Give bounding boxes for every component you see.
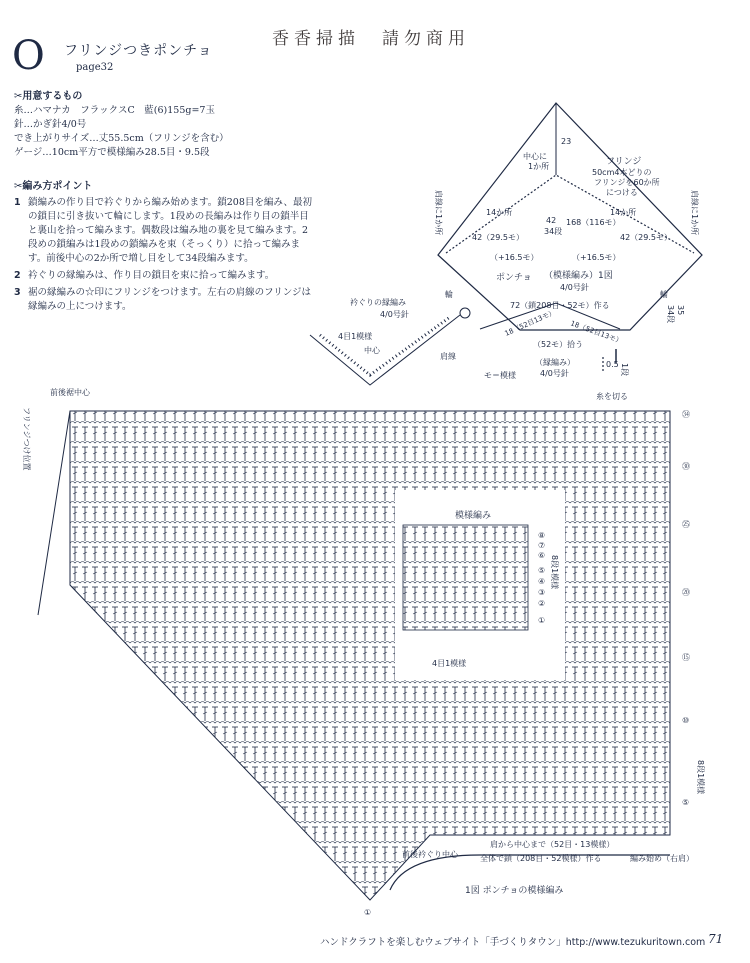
point-item: 1 鎖編みの作り目で衿ぐりから編み始めます。鎖208目を編み、最初の鎖目に引き抜いて輪にします。1段めの長編みは作り目の鎖半目と裏山を拾って編みます。偶数段は編み地の裏を見て編みます。2段めの鎖編みは1段めの鎖編みを束（そっくり）に拾って編みます。前後中心の2か所で増し目をして34段編みます。 bbox=[14, 197, 312, 264]
materials-needle: 針…かぎ針4/0号 bbox=[14, 119, 87, 130]
page-reference: page32 bbox=[76, 62, 114, 73]
neck-dim-left: 18（52目13モ） bbox=[503, 308, 557, 338]
front-back-center-label: 前後裾中心 bbox=[50, 388, 90, 397]
big-row-number: ㉞ bbox=[682, 410, 690, 419]
pattern-title: 模様編み bbox=[455, 511, 492, 521]
fringe-count-right: 14か所 bbox=[610, 208, 637, 217]
height-dim: 42 bbox=[546, 216, 557, 225]
big-row-number: ⑩ bbox=[682, 716, 690, 725]
big-row-number: ⑤ bbox=[682, 798, 690, 807]
point-item: 3 裾の縁編みの☆印にフリンジをつけます。左右の肩線のフリンジは縁編みの上につけます。 bbox=[14, 287, 312, 312]
footer-site: ハンドクラフトを楽しむウェブサイト「手づくりタウン」http://www.tezukuritown.com bbox=[320, 937, 706, 948]
pattern-rows-b: 8段1模様 bbox=[696, 760, 705, 795]
points-heading: ✂編み方ポイント bbox=[14, 181, 93, 192]
neck-repeat: 4目1模様 bbox=[338, 332, 373, 341]
pick-up-label: （52モ）拾う bbox=[533, 340, 584, 349]
dim-23: 23 bbox=[561, 137, 572, 146]
row-number: ⑧ bbox=[538, 531, 546, 540]
side-dim-left: 42（29.5モ） bbox=[472, 233, 524, 242]
neck-edging-title: 衿ぐりの縁編み bbox=[350, 298, 406, 307]
total-chain-label: 全体で鎖（208目・52模様）作る bbox=[480, 854, 602, 863]
edge-label: （縁編み） bbox=[535, 358, 575, 367]
dim-35: 35 bbox=[676, 305, 685, 316]
pattern-repeat: 4目1模様 bbox=[432, 659, 467, 668]
shoulder-label-left: 肩線に1か所 bbox=[434, 190, 443, 236]
row-number: ⑤ bbox=[538, 566, 546, 575]
mo-legend: モ＝模様 bbox=[484, 371, 516, 380]
row-number: ② bbox=[538, 599, 546, 608]
big-row-number: ⑮ bbox=[682, 653, 690, 662]
big-row-number: ㉚ bbox=[682, 462, 690, 471]
neck-center: 中心 bbox=[364, 346, 380, 355]
fringe-desc-1: 50cm4本どりの bbox=[592, 168, 652, 177]
neck-edging-diagram bbox=[300, 295, 475, 395]
neck-edge-line bbox=[310, 315, 460, 385]
chain-label: 72（鎖208目・52モ）作る bbox=[510, 301, 610, 310]
pattern-label: （模様編み）1図 bbox=[544, 271, 613, 281]
pattern-rows-a: 8段1模様 bbox=[550, 555, 559, 590]
poncho-label: ポンチョ bbox=[496, 273, 532, 283]
section-letter: O bbox=[12, 33, 45, 79]
dim-1-row: 1段 bbox=[620, 363, 629, 377]
shoulder-to-center-label: 肩から中心まで（52目・13模様） bbox=[490, 840, 615, 849]
front-neck-center-label: 前後衿ぐり中心 bbox=[402, 850, 458, 859]
ring-label-left: 輪 bbox=[445, 290, 453, 299]
chart-body bbox=[70, 411, 670, 900]
chart-caption: 1図 ポンチョの模様編み bbox=[465, 886, 564, 896]
chart-left-edge bbox=[38, 411, 70, 615]
materials-section bbox=[14, 90, 314, 160]
scan-stamp-right: 請勿商用 bbox=[382, 29, 470, 49]
big-row-number: ① bbox=[364, 908, 372, 917]
increase-left: （+16.5モ） bbox=[490, 253, 539, 262]
start-label: 編み始め（右肩） bbox=[630, 854, 694, 863]
cut-yarn-label: 糸を切る bbox=[596, 392, 628, 401]
points-section bbox=[14, 180, 314, 314]
center-label: 中心に bbox=[523, 152, 547, 161]
dim-0-5: 0.5 bbox=[606, 360, 619, 369]
fringe-title: フリンジ bbox=[606, 157, 642, 167]
row-number: ⑦ bbox=[538, 541, 546, 550]
neck-dim-right: 18（52目13モ） bbox=[569, 319, 624, 346]
row-number: ④ bbox=[538, 577, 546, 586]
circumference-dim: 168（116モ） bbox=[566, 218, 621, 227]
materials-size: でき上がりサイズ…丈55.5cm（フリンジを含む） bbox=[14, 133, 229, 144]
point-item: 2 衿ぐりの縁編みは、作り目の鎖目を束に拾って編みます。 bbox=[14, 270, 275, 281]
fringe-desc-3: につける bbox=[606, 188, 638, 197]
big-row-number: ⑳ bbox=[682, 588, 690, 597]
materials-heading: ✂用意するもの bbox=[14, 91, 83, 102]
page-title: フリンジつきポンチョ bbox=[64, 43, 213, 59]
row-number: ③ bbox=[538, 588, 546, 597]
increase-right: （+16.5モ） bbox=[572, 253, 621, 262]
side-dim-right: 42（29.5モ） bbox=[620, 233, 672, 242]
big-row-number: ㉕ bbox=[682, 520, 690, 529]
center-label-2: 1か所 bbox=[528, 162, 550, 171]
scissors-icon: ✂ bbox=[14, 91, 23, 102]
fringe-desc-2: フリンジを60か所 bbox=[594, 178, 660, 187]
dim-34-rows: 34段 bbox=[666, 305, 675, 324]
materials-yarn: 糸…ハマナカ フラックスC 藍(6)155g=7玉 bbox=[14, 105, 215, 116]
neck-edging-needle: 4/0号針 bbox=[380, 310, 409, 319]
neck-shoulder: 肩線 bbox=[440, 352, 456, 361]
page-number: 71 bbox=[708, 932, 724, 946]
materials-gauge: ゲージ…10cm平方で模様編み28.5目・9.5段 bbox=[14, 147, 210, 158]
crochet-chart bbox=[10, 385, 740, 930]
height-rows: 34段 bbox=[544, 227, 563, 236]
row-number: ① bbox=[538, 616, 546, 625]
ring-label-right: 輪 bbox=[660, 290, 668, 299]
shoulder-label-right: 肩線に1か所 bbox=[690, 190, 699, 236]
neck-stitch-row bbox=[320, 317, 450, 375]
fringe-count-left: 14か所 bbox=[486, 208, 513, 217]
needle-label: 4/0号針 bbox=[560, 283, 589, 292]
pattern-inset bbox=[403, 525, 528, 630]
fringe-position-label: フリンジつけ位置 bbox=[22, 407, 31, 471]
edge-needle-label: 4/0号針 bbox=[540, 369, 569, 378]
row-number: ⑥ bbox=[538, 551, 546, 560]
scissors-icon: ✂ bbox=[14, 181, 23, 192]
scan-stamp-left: 香香掃描 bbox=[272, 29, 360, 49]
row-marker bbox=[460, 308, 470, 318]
